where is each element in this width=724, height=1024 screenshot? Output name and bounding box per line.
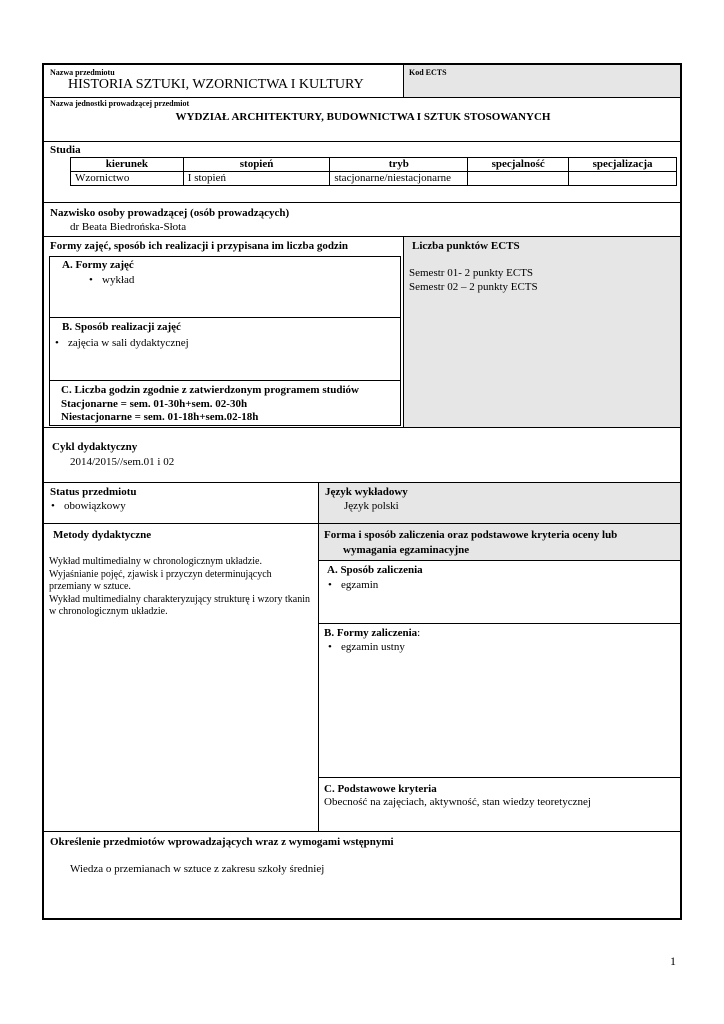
page-number: 1	[670, 954, 676, 968]
forms-c-box	[49, 380, 401, 426]
forms-a-label: A. Formy zajęć	[62, 259, 134, 271]
assessment-c-cell	[318, 777, 681, 832]
assessment-b-colon: :	[417, 627, 421, 639]
studia-specjalizacja-value	[569, 172, 677, 186]
forms-b-label: B. Sposób realizacji zajęć	[62, 321, 181, 333]
studia-label: Studia	[50, 144, 81, 156]
methods-text: Wykład multimedialny w chronologicznym układzie. Wyjaśnianie pojęć, zjawisk i przyczyn determinujących przemiany w sztuce. Wykład multimedialny charakteryzujący strukturę i wzory tkanin w chronologicznym układzie.	[49, 556, 310, 617]
course-name-value: HISTORIA SZTUKI, WZORNICTWA I KULTURY	[68, 77, 364, 92]
status-label: Status przedmiotu	[50, 486, 137, 498]
studia-specjalnosc-value	[468, 172, 569, 186]
assessment-a-cell	[318, 560, 681, 624]
methods-cell	[43, 523, 319, 832]
studia-table	[70, 157, 677, 186]
unit-value: WYDZIAŁ ARCHITEKTURY, BUDOWNICTWA I SZTUK STOSOWANYCH	[175, 111, 551, 123]
studia-kierunek-value: Wzornictwo	[71, 172, 184, 186]
studia-data-row	[71, 172, 677, 186]
assessment-b-heading	[324, 627, 420, 639]
ects-code-cell	[403, 64, 681, 98]
ects-points-cell	[403, 236, 681, 428]
lecturer-cell	[43, 202, 681, 237]
assessment-label-line1: Forma i sposób zaliczenia oraz podstawowe kryteria oceny lub	[324, 529, 618, 541]
assessment-a-list	[325, 579, 378, 591]
status-list	[48, 500, 126, 512]
course-name-label: Nazwa przedmiotu	[50, 68, 115, 77]
prereq-label: Określenie przedmiotów wprowadzających wraz z wymogami wstępnymi	[50, 836, 394, 848]
list-item: • egzamin ustny	[325, 641, 405, 653]
list-item: • wykład	[86, 274, 134, 286]
studia-header-specjalnosc: specjalność	[468, 158, 569, 172]
studia-header-row	[71, 158, 677, 172]
list-item: • zajęcia w sali dydaktycznej	[52, 337, 189, 349]
studia-header-specjalizacja: specjalizacja	[569, 158, 677, 172]
unit-cell	[43, 97, 681, 142]
ects-points-sem02: Semestr 02 – 2 punkty ECTS	[409, 281, 538, 293]
ects-points-label: Liczba punktów ECTS	[412, 240, 520, 252]
cycle-value: 2014/2015//sem.01 i 02	[70, 456, 175, 468]
ects-code-label: Kod ECTS	[409, 68, 447, 77]
assessment-b-list	[325, 641, 405, 653]
studia-header-stopien: stopień	[183, 158, 330, 172]
course-name-cell	[43, 64, 404, 98]
unit-label: Nazwa jednostki prowadzącej przedmiot	[50, 99, 190, 108]
methods-label: Metody dydaktyczne	[53, 529, 152, 541]
studia-tryb-value: stacjonarne/niestacjonarne	[330, 172, 468, 186]
forms-c-niestacjonarne: Niestacjonarne = sem. 01-18h+sem.02-18h	[61, 411, 259, 423]
status-cell	[43, 482, 319, 524]
studia-stopien-value: I stopień	[183, 172, 330, 186]
language-label: Język wykładowy	[325, 486, 408, 498]
assessment-header-cell	[318, 523, 681, 561]
forms-c-label: C. Liczba godzin zgodnie z zatwierdzonym programem studiów	[61, 384, 359, 396]
language-cell	[318, 482, 681, 524]
lecturer-value: dr Beata Biedrońska-Słota	[70, 221, 187, 233]
assessment-b-label: B. Formy zaliczenia	[324, 627, 418, 639]
forms-label: Formy zajęć, sposób ich realizacji i przypisana im liczba godzin	[50, 240, 348, 252]
forms-c-stacjonarne: Stacjonarne = sem. 01-30h+sem. 02-30h	[61, 398, 248, 410]
cycle-label: Cykl dydaktyczny	[52, 441, 138, 453]
forms-a-box	[49, 256, 401, 318]
forms-a-list	[86, 274, 134, 286]
list-item: • obowiązkowy	[48, 500, 126, 512]
ects-points-sem01: Semestr 01- 2 punkty ECTS	[409, 267, 534, 279]
prereq-value: Wiedza o przemianach w sztuce z zakresu szkoły średniej	[70, 863, 325, 875]
forms-b-list	[52, 337, 189, 349]
assessment-label-line2: wymagania egzaminacyjne	[343, 544, 470, 556]
cycle-cell	[43, 427, 681, 483]
studia-header-kierunek: kierunek	[71, 158, 184, 172]
assessment-c-text: Obecność na zajęciach, aktywność, stan wiedzy teoretycznej	[324, 796, 591, 808]
assessment-b-cell	[318, 623, 681, 778]
assessment-a-label: A. Sposób zaliczenia	[327, 564, 423, 576]
list-item: • egzamin	[325, 579, 378, 591]
prereq-cell	[43, 831, 681, 919]
forms-b-box	[49, 317, 401, 381]
language-value: Język polski	[344, 500, 399, 512]
studia-header-tryb: tryb	[330, 158, 468, 172]
assessment-c-label: C. Podstawowe kryteria	[324, 783, 437, 795]
lecturer-label: Nazwisko osoby prowadzącej (osób prowadzących)	[50, 207, 290, 219]
